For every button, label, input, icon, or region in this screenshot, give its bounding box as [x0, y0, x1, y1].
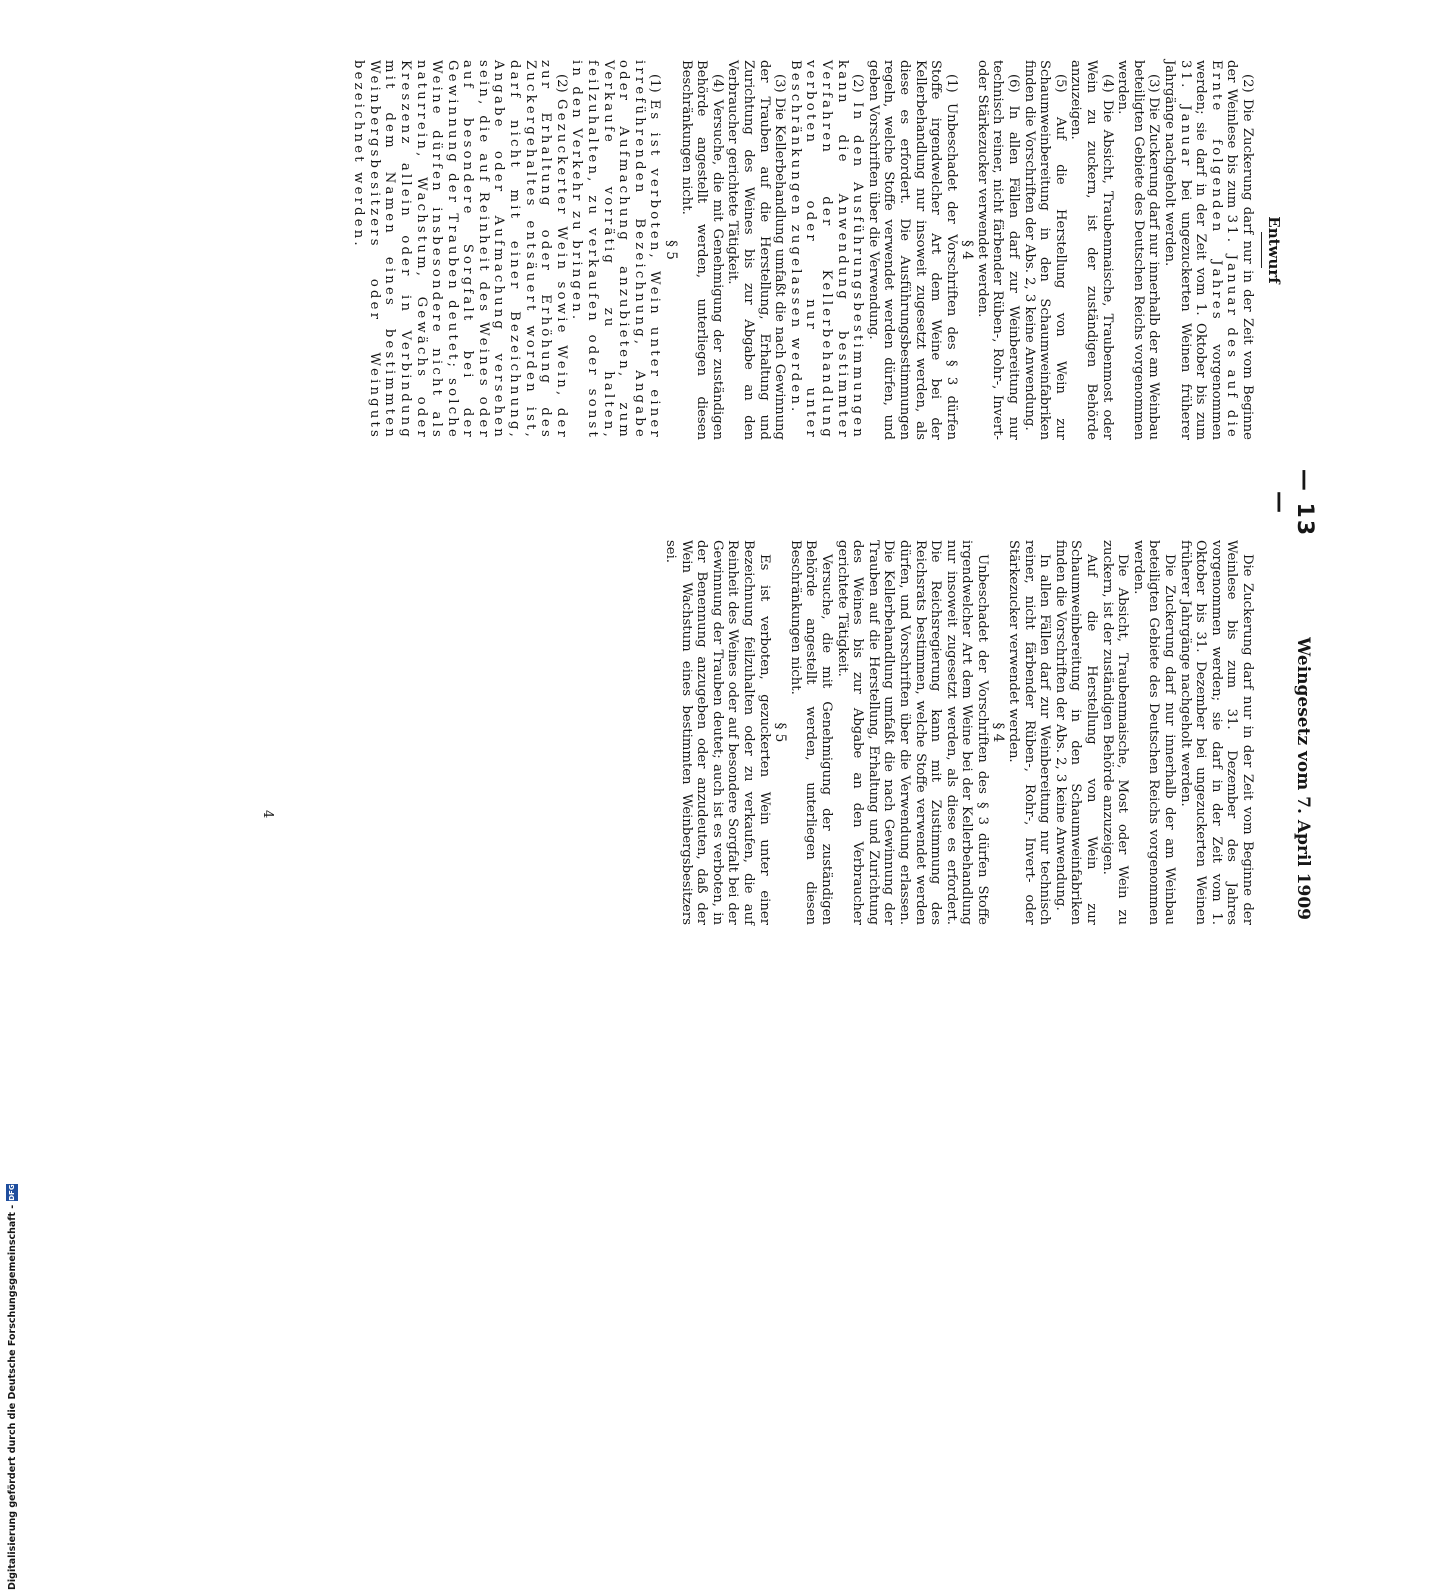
dfg-logo-icon: DFG — [8, 1184, 16, 1201]
section-heading: § 5 — [663, 240, 680, 260]
draft-paragraph: (2) Die Zuckerung darf nur in der Zeit vom Beginne der Weinlese bis zum 31. Januar des auf die Ernte folgenden Jahres vorgenommen werden; sie darf in der Zeit vom 1. Oktober bis zum 31. Januar bei ungezuckerten Weinen früherer Jahrgänge nachgeholt werden. — [1162, 60, 1255, 440]
footer-credit: Digitalisierung gefördert durch die Deutsche Forschungsgemeinschaft - — [6, 1204, 18, 1590]
page-footer-number: 4 — [260, 810, 275, 819]
law-paragraph: In allen Fällen darf zur Weinbereitung nur technisch reiner, nicht färbender Rüben-, Rohr-, Invert- oder Stärkezucker verwendet werden. — [1006, 540, 1053, 925]
title-rule — [1261, 232, 1262, 268]
page-number-header: — 13 — — [1267, 468, 1317, 538]
draft-title-text: Entwurf — [1265, 216, 1283, 284]
law-title-header: Weingesetz vom 7. April 1909 — [1293, 637, 1313, 920]
digitization-footer — [0, 600, 20, 1590]
section-heading: § 4 — [990, 722, 1007, 743]
draft-paragraph: (2) Gezuckerter Wein sowie Wein, der zur Erhaltung oder Erhöhung des Zuckergehaltes entsäuert worden ist, darf nicht mit einer Bezeichnung, Angabe oder Aufmachung versehen sein, die auf Reinheit des Weines oder auf besondere Sorgfalt bei der Gewinnung der Trauben deutet; solche Weine dürfen insbesondere nicht als naturrein, Wachstum, Gewächs oder Kreszenz allein oder in Verbindung mit dem Namen eines bestimmten Weinbergsbesitzers oder Weinguts bezeichnet werden. — [351, 60, 569, 440]
draft-paragraph: (3) Die Zuckerung darf nur innerhalb der am Weinbau beteiligten Gebiete des Deutschen Reichs vorgenommen werden. — [1115, 60, 1162, 440]
draft-paragraph: (4) Versuche, die mit Genehmigung der zuständigen Behörde angestellt werden, unterliegen diesen Beschränkungen nicht. — [678, 60, 725, 440]
rotated-page-content — [130, 0, 1335, 1000]
law-paragraph: Die Zuckerung darf nur innerhalb der am Weinbau beteiligten Gebiete des Deutschen Reichs vorgenommen werden. — [1130, 540, 1178, 925]
draft-paragraph: (4) Die Absicht, Traubenmaische, Traubenmost oder Wein zu zuckern, ist der zuständigen Behörde anzuzeigen. — [1068, 60, 1115, 440]
footer-text-row — [2, 1184, 22, 1590]
law-paragraph: Versuche, die mit Genehmigung der zuständigen Behörde angestellt werden, unterliegen diesen Beschränkungen nicht. — [787, 540, 834, 925]
law-paragraph: Auf die Herstellung von Wein zur Schaumweinbereitung in den Schaumweinfabriken finden die Vorschriften der Abs. 2, 3 keine Anwendung. — [1052, 540, 1100, 925]
law-paragraph: Die Absicht, Traubenmaische, Most oder Wein zu zuckern, ist der zuständigen Behörde anzuzeigen. — [1099, 540, 1131, 925]
draft-column — [351, 60, 1255, 440]
draft-paragraph: (1) Es ist verboten, Wein unter einer irreführenden Bezeichnung, Angabe oder Aufmachung anzubieten, zum Verkaufe vorrätig zu halten, feilzuhalten, zu verkaufen oder sonst in den Verkehr zu bringen. — [569, 60, 663, 440]
law-paragraph: Die Zuckerung darf nur in der Zeit vom Beginne der Weinlese bis zum 31. Dezember des Jahres vorgenommen werden; sie darf in der Zeit vom 1. Oktober bis 31. Dezember bei ungezuckerten Weinen früherer Jahrgänge nachgeholt werden. — [1177, 540, 1255, 925]
draft-paragraph: (5) Auf die Herstellung von Wein zur Schaumweinbereitung in den Schaumweinfabriken finden die Vorschriften der Abs. 2, 3 keine Anwendung. — [1021, 60, 1068, 440]
law-paragraph: Es ist verboten, gezuckerten Wein unter einer Bezeichnung feilzuhalten oder zu verkaufen, die auf Reinheit des Weines oder auf besondere Sorgfalt bei der Gewinnung der Trauben deutet; auch ist es verboten, in der Benennung anzugeben oder anzudeuten, daß der Wein Wachstum eines bestimmten Weinbergsbesitzers sei. — [663, 540, 772, 925]
draft-paragraph: (2) In den Ausführungsbestimmungen kann die Anwendung bestimmter Verfahren der Kellerbehandlung verboten oder nur unter Beschränkungen zugelassen werden. — [787, 60, 866, 440]
draft-paragraph: (6) In allen Fällen darf zur Weinbereitung nur technisch reiner, nicht färbender Rüben-, Rohr-, Invert- oder Stärkezucker verwendet werden. — [974, 60, 1022, 440]
law-column — [662, 540, 1255, 925]
draft-paragraph: (3) Die Kellerbehandlung umfaßt die nach Gewinnung der Trauben auf die Herstellung, Erhaltung und Zurichtung des Weines bis zur Abgabe an den Verbraucher gerichtete Tätigkeit. — [725, 60, 788, 440]
section-heading: § 4 — [959, 240, 976, 260]
law-paragraph: Unbeschadet der Vorschriften des § 3 dürfen Stoffe irgendwelcher Art dem Weine bei der Kellerbehandlung nur insoweit zugesetzt werden, als diese es erfordert. Die Reichsregierung kann mit Zustimmung des Reichsrats bestimmen, welche Stoffe verwendet werden dürfen, und Vorschriften über die Verwendung erlassen. Die Kellerbehandlung umfaßt die nach Gewinnung der Trauben auf die Herstellung, Erhaltung und Zurichtung des Weines bis zur Abgabe an den Verbraucher gerichtete Tätigkeit. — [834, 540, 990, 925]
draft-column-title — [1261, 60, 1283, 440]
section-heading: § 5 — [772, 722, 789, 743]
draft-paragraph: (1) Unbeschadet der Vorschriften des § 3 dürfen Stoffe irgendwelcher Art dem Weine bei der Kellerbehandlung nur insoweit zugesetzt werden, als diese es erfordert. Die Ausführungsbestimmungen regeln, welche Stoffe verwendet werden dürfen, und geben Vorschriften über die Verwendung. — [865, 60, 959, 440]
